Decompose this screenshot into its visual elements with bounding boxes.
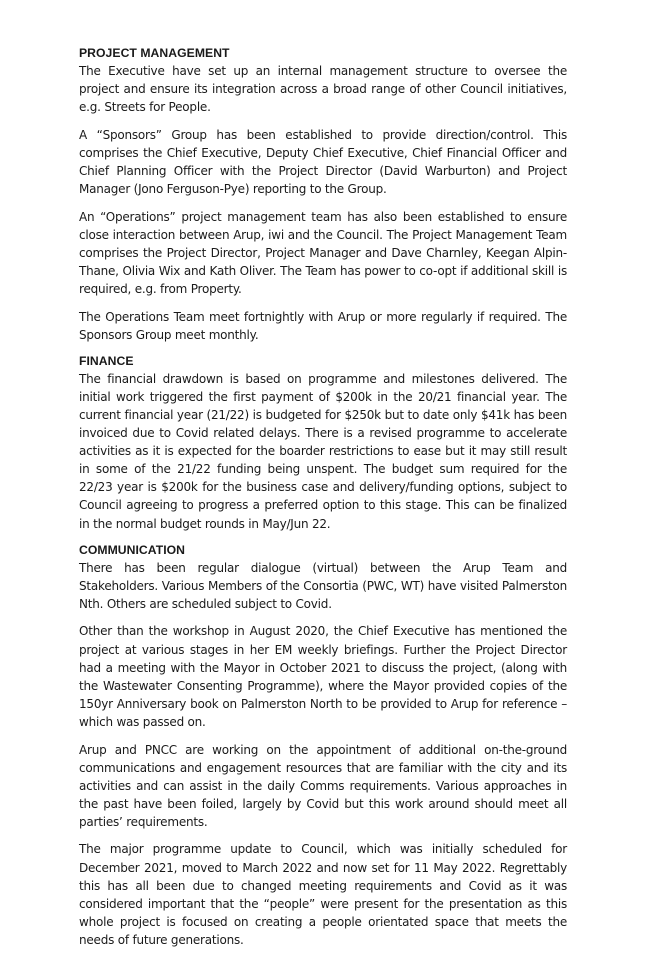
section-communication [79,541,567,949]
section-heading: PROJECT MANAGEMENT [79,46,230,60]
paragraph: An “Operations” project management team has also been established to ensure close interaction between Arup, iwi and the Council. The Project Management Team comprises the Project Director, Project Manager and Dave Charnley, Keegan Alpin-Thane, Olivia Wix and Kath Oliver. The Team has power to co-opt if additional skill is required, e.g. from Property. [79,209,567,297]
paragraph: Arup and PNCC are working on the appointment of additional on-the-ground communications and engagement resources that are familiar with the city and its activities and can assist in the daily Comms requirements. Various approaches in the past have been foiled, largely by Covid but this work around should meet all parties’ requirements. [79,742,567,829]
paragraph: A “Sponsors” Group has been established to provide direction/control. This comprises the Chief Executive, Deputy Chief Executive, Chief Financial Officer and Chief Planning Officer with the Project Director (David Warburton) and Project Manager (Jono Ferguson-Pye) reporting to the Group. [79,127,567,197]
paragraph: The Executive have set up an internal management structure to oversee the project and ensure its integration across a broad range of other Council initiatives, e.g. Streets for People. [79,64,567,115]
document-page [79,44,567,959]
paragraph: The major programme update to Council, which was initially scheduled for December 2021, moved to March 2022 and now set for 11 May 2022. Regrettably this has all been due to changed meeting requirements and Covid as it was considered important that the “people” were present for the presentation as this whole project is focused on creating a people orientated space that meets the needs of future generations. [79,842,567,947]
section-project-management [79,44,567,344]
paragraph: The Operations Team meet fortnightly with Arup or more regularly if required. The Sponsors Group meet monthly. [79,309,567,342]
paragraph: Other than the workshop in August 2020, the Chief Executive has mentioned the project at various stages in her EM weekly briefings. Further the Project Director had a meeting with the Mayor in October 2021 to discuss the project, (along with the Wastewater Consenting Programme), where the Mayor provided copies of the 150yr Anniversary book on Palmerston North to be provided to Arup for reference – which was passed on. [79,624,567,729]
section-finance [79,352,567,533]
paragraph: There has been regular dialogue (virtual) between the Arup Team and Stakeholders. Various Members of the Consortia (PWC, WT) have visited Palmerston Nth. Others are scheduled subject to Covid. [79,560,567,611]
paragraph: The financial drawdown is based on programme and milestones delivered. The initial work triggered the first payment of $200k in the 20/21 financial year. The current financial year (21/22) is budgeted for $250k but to date only $41k has been invoiced due to Covid related delays. There is a revised programme to accelerate activities as it is expected for the boarder restrictions to ease but it may still result in some of the 21/22 funding being unspent. The budget sum required for the 22/23 year is $200k for the business case and delivery/funding options, subject to Council agreeing to progress a preferred option to this stage. This can be finalized in the normal budget rounds in May/Jun 22. [79,371,567,531]
section-heading: COMMUNICATION [79,542,186,557]
section-heading: FINANCE [79,353,134,368]
